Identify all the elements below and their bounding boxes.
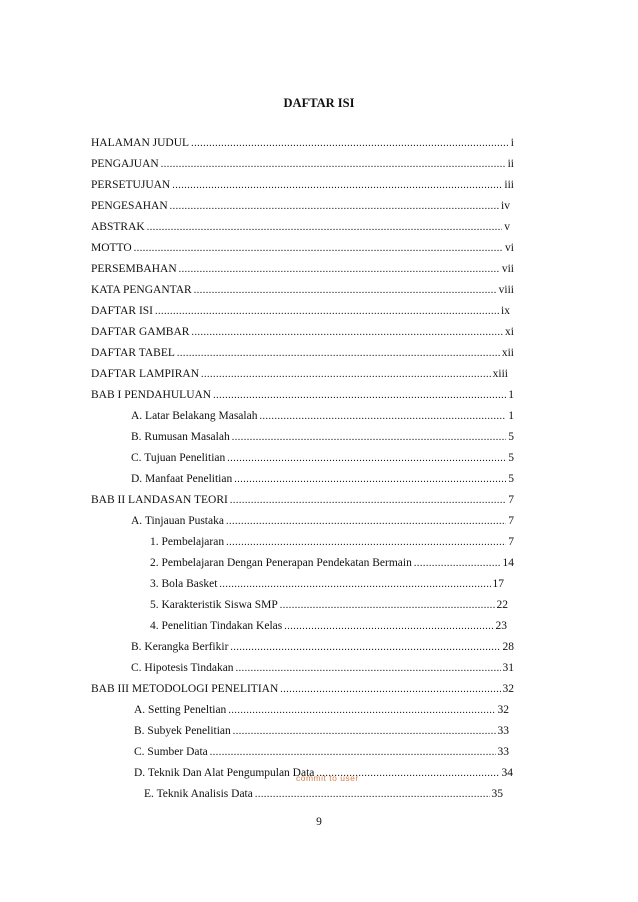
toc-entry-label: KATA PENGANTAR bbox=[91, 284, 192, 296]
toc-entry bbox=[150, 619, 507, 634]
toc-entry-label: B. Rumusan Masalah bbox=[131, 431, 230, 443]
toc-entry-label: BAB II LANDASAN TEORI bbox=[91, 494, 228, 506]
dot-leader bbox=[161, 158, 506, 172]
dot-leader bbox=[414, 557, 501, 571]
toc-entry-page: vi bbox=[505, 242, 514, 254]
toc-entry bbox=[131, 451, 514, 466]
toc-entry-label: DAFTAR GAMBAR bbox=[91, 326, 190, 338]
toc-entry bbox=[91, 325, 514, 340]
dot-leader bbox=[233, 725, 496, 739]
toc-entry-page: 32 bbox=[497, 704, 509, 716]
toc-entry bbox=[91, 262, 514, 277]
toc-entry-page: 1 bbox=[508, 389, 514, 401]
toc-entry-page: xi bbox=[505, 326, 514, 338]
toc-entry-label: PERSETUJUAN bbox=[91, 179, 171, 191]
dot-leader bbox=[255, 788, 490, 802]
dot-leader bbox=[259, 410, 506, 424]
watermark-area bbox=[448, 28, 520, 44]
dot-leader bbox=[191, 137, 509, 151]
toc-entry bbox=[91, 346, 514, 361]
toc-entry-label: E. Teknik Analisis Data bbox=[144, 788, 253, 800]
toc-entry bbox=[150, 556, 514, 571]
toc-entry-label: PERSEMBAHAN bbox=[91, 263, 177, 275]
toc-entry-label: DAFTAR LAMPIRAN bbox=[91, 368, 200, 380]
toc-entry bbox=[131, 661, 514, 676]
toc-entry-label: ABSTRAK bbox=[91, 221, 145, 233]
toc-entry bbox=[131, 514, 514, 529]
toc-entry-label: PENGAJUAN bbox=[91, 158, 159, 170]
toc-entry-label: DAFTAR ISI bbox=[91, 305, 154, 317]
dot-leader bbox=[232, 431, 507, 445]
toc-entry bbox=[91, 157, 514, 172]
toc-entry-label: C. Sumber Data bbox=[134, 746, 208, 758]
dot-leader bbox=[219, 578, 490, 592]
dot-leader bbox=[280, 683, 500, 697]
toc-entry-label: 5. Karakteristik Siswa SMP bbox=[150, 599, 278, 611]
toc-entry-page: 28 bbox=[502, 641, 514, 653]
dot-leader bbox=[210, 746, 496, 760]
toc-entry-page: 7 bbox=[508, 515, 514, 527]
toc-entry-page: 22 bbox=[496, 599, 508, 611]
toc-entry-label: BAB III METODOLOGI PENELITIAN bbox=[91, 683, 279, 695]
toc-entry-page: 5 bbox=[508, 431, 514, 443]
toc-entry-label: B. Kerangka Berfikir bbox=[131, 641, 229, 653]
toc-entry bbox=[91, 178, 514, 193]
dot-leader bbox=[134, 242, 503, 256]
toc-entry-label: C. Hipotesis Tindakan bbox=[131, 662, 234, 674]
toc-entry-label: B. Subyek Penelitian bbox=[134, 725, 231, 737]
toc-entry-label: A. Setting Peneltian bbox=[134, 704, 227, 716]
toc-entry-page: 32 bbox=[502, 683, 514, 695]
dot-leader bbox=[172, 179, 502, 193]
toc-entry-page: 33 bbox=[497, 725, 509, 737]
toc-entry-label: 3. Bola Basket bbox=[150, 578, 218, 590]
toc-entry-label: DAFTAR TABEL bbox=[91, 347, 175, 359]
toc-entry-page: 23 bbox=[495, 620, 507, 632]
toc-entry-page: 17 bbox=[492, 578, 504, 590]
toc-entry bbox=[131, 430, 514, 445]
toc-entry bbox=[150, 577, 504, 592]
dot-leader bbox=[227, 452, 506, 466]
toc-entry-label: 1. Pembelajaran bbox=[150, 536, 225, 548]
toc-entry bbox=[91, 283, 514, 298]
dot-leader bbox=[226, 515, 506, 529]
toc-entry-page: 34 bbox=[501, 767, 513, 779]
dot-leader bbox=[284, 620, 493, 634]
page-title: DAFTAR ISI bbox=[283, 96, 355, 110]
toc-entry-page: xii bbox=[501, 347, 514, 359]
dot-leader bbox=[228, 704, 495, 718]
toc-entry-page: iii bbox=[504, 179, 514, 191]
toc-entry bbox=[150, 535, 514, 550]
toc-entry-label: MOTTO bbox=[91, 242, 132, 254]
toc-entry-label: D. Teknik Dan Alat Pengumpulan Data bbox=[134, 767, 315, 779]
toc-entry-page: 1 bbox=[508, 410, 514, 422]
toc-entry-label: C. Tujuan Penelitian bbox=[131, 452, 226, 464]
toc-entry-page: 5 bbox=[508, 473, 514, 485]
toc-entry-label: A. Tinjauan Pustaka bbox=[131, 515, 224, 527]
dot-leader bbox=[191, 326, 503, 340]
toc-entry-page: viii bbox=[498, 284, 514, 296]
toc-entry-page: 5 bbox=[508, 452, 514, 464]
toc-entry bbox=[91, 136, 514, 151]
toc-entry bbox=[131, 472, 514, 487]
page-number: 9 bbox=[316, 816, 322, 828]
toc-entry bbox=[91, 367, 508, 382]
toc-entry bbox=[131, 640, 514, 655]
dot-leader bbox=[170, 200, 499, 214]
toc-entry-label: HALAMAN JUDUL bbox=[91, 137, 190, 149]
toc-entry bbox=[91, 241, 514, 256]
dot-leader bbox=[177, 347, 500, 361]
toc-entry-page: 31 bbox=[502, 662, 514, 674]
toc-entry-page: iv bbox=[501, 200, 510, 212]
toc-entry bbox=[134, 703, 509, 718]
dot-leader bbox=[147, 221, 503, 235]
dot-leader bbox=[280, 599, 495, 613]
toc-entry-label: BAB I PENDAHULUAN bbox=[91, 389, 212, 401]
toc-entry-label: 2. Pembelajaran Dengan Penerapan Pendekatan Bermain bbox=[150, 557, 412, 569]
toc-entry-page: 7 bbox=[508, 494, 514, 506]
toc-entry bbox=[91, 199, 510, 214]
toc-entry bbox=[91, 304, 510, 319]
toc-entry-page: i bbox=[510, 137, 514, 149]
toc-entry bbox=[144, 787, 503, 802]
toc-entry-page: 14 bbox=[502, 557, 514, 569]
dot-leader bbox=[230, 494, 506, 508]
dot-leader bbox=[230, 641, 500, 655]
toc-entry-label: A. Latar Belakang Masalah bbox=[131, 410, 258, 422]
dot-leader bbox=[234, 473, 506, 487]
toc-entry-label: PENGESAHAN bbox=[91, 200, 168, 212]
toc-entry-page: 35 bbox=[491, 788, 503, 800]
toc-entry-page: vii bbox=[501, 263, 514, 275]
toc-entry bbox=[150, 598, 508, 613]
toc-entry-label: 4. Penelitian Tindakan Kelas bbox=[150, 620, 283, 632]
toc-entry bbox=[131, 409, 514, 424]
toc-entry bbox=[91, 220, 510, 235]
dot-leader bbox=[213, 389, 506, 403]
toc-entry-page: ii bbox=[507, 158, 514, 170]
toc-entry bbox=[134, 745, 509, 760]
dot-leader bbox=[155, 305, 499, 319]
toc-entry-label: D. Manfaat Penelitian bbox=[131, 473, 233, 485]
dot-leader bbox=[236, 662, 501, 676]
dot-leader bbox=[226, 536, 506, 550]
dot-leader bbox=[194, 284, 497, 298]
toc-entry bbox=[91, 682, 514, 697]
toc-entry bbox=[91, 493, 514, 508]
toc-entry bbox=[91, 388, 514, 403]
toc-entry-page: 33 bbox=[497, 746, 509, 758]
toc-entry-page: xiii bbox=[492, 368, 508, 380]
dot-leader bbox=[179, 263, 500, 277]
toc-entry-page: 7 bbox=[508, 536, 514, 548]
commit-watermark: commit to user bbox=[296, 773, 359, 783]
dot-leader bbox=[201, 368, 491, 382]
toc-entry bbox=[134, 724, 509, 739]
toc-entry-page: ix bbox=[501, 305, 510, 317]
toc-entry-page: v bbox=[504, 221, 510, 233]
